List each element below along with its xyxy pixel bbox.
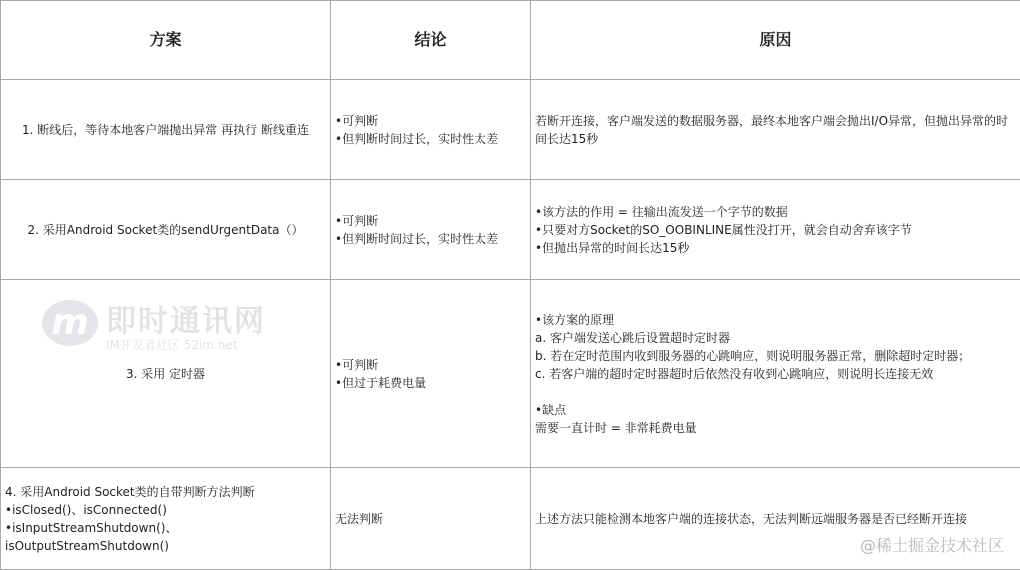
drawback-text: 需要一直计时 = 非常耗费电量: [535, 420, 697, 435]
conclusion-item: • 但判断时间过长，实时性太差: [335, 130, 526, 148]
table-row: [1, 80, 1020, 180]
conclusion-cell: [331, 80, 531, 180]
watermark-site-sub: IM开发者社区 52im.net: [106, 338, 238, 352]
reason-cell: 上述方法只能检测本地客户端的连接状态，无法判断远端服务器是否已经断开连接: [531, 468, 1020, 570]
plan-item: • isClosed()、isConnected(): [5, 501, 326, 519]
conclusion-item: • 可判断: [335, 356, 526, 374]
conclusion-cell: [331, 180, 531, 280]
plan-item: • isInputStreamShutdown()、isOutputStreamShutdown(): [5, 519, 326, 555]
conclusion-item: • 但过于耗费电量: [335, 374, 526, 392]
principle-step: b. 若在定时范围内收到服务器的心跳响应，则说明服务器正常，删除超时定时器；: [535, 348, 971, 363]
principle-title: • 该方案的原理: [535, 311, 1016, 329]
reason-cell: 若断开连接，客户端发送的数据服务器，最终本地客户端会抛出I/O异常，但抛出异常的时间长达15秒: [531, 80, 1020, 180]
reason-cell: [531, 280, 1020, 468]
plan-cell: 2. 采用Android Socket类的sendUrgentData（）: [1, 180, 331, 280]
principle-step: c. 若客户端的超时定时器超时后依然没有收到心跳响应，则说明长连接无效: [535, 366, 934, 381]
conclusion-cell: 无法判断: [331, 468, 531, 570]
header-reason: 原因: [531, 1, 1020, 80]
conclusion-cell: [331, 280, 531, 468]
juejin-watermark: @稀土掘金技术社区: [859, 536, 1004, 555]
conclusion-item: • 但判断时间过长，实时性太差: [335, 230, 526, 248]
plan-cell: 1. 断线后，等待本地客户端抛出异常 再执行 断线重连: [1, 80, 331, 180]
reason-cell: [531, 180, 1020, 280]
52im-logo-icon: m: [42, 300, 98, 346]
conclusion-item: • 可判断: [335, 212, 526, 230]
52im-watermark: [42, 296, 302, 366]
table-row: [1, 180, 1020, 280]
plan-cell: 3. 采用 定时器: [1, 280, 331, 468]
reason-item: • 只要对方Socket的SO_OOBINLINE属性没打开，就会自动舍弃该字节: [535, 221, 1016, 239]
watermark-site-name: 即时通讯网: [106, 304, 266, 339]
reason-item: • 但抛出异常的时间长达15秒: [535, 239, 1016, 257]
drawback-title: • 缺点: [535, 401, 1016, 419]
plan-title: 4. 采用Android Socket类的自带判断方法判断: [5, 484, 255, 499]
conclusion-item: • 可判断: [335, 112, 526, 130]
header-row: [1, 1, 1020, 80]
plan-cell: [1, 468, 331, 570]
reason-item: • 该方法的作用 = 往输出流发送一个字节的数据: [535, 203, 1016, 221]
header-conclusion: 结论: [331, 1, 531, 80]
header-plan: 方案: [1, 1, 331, 80]
principle-step: a. 客户端发送心跳后设置超时定时器: [535, 330, 730, 345]
